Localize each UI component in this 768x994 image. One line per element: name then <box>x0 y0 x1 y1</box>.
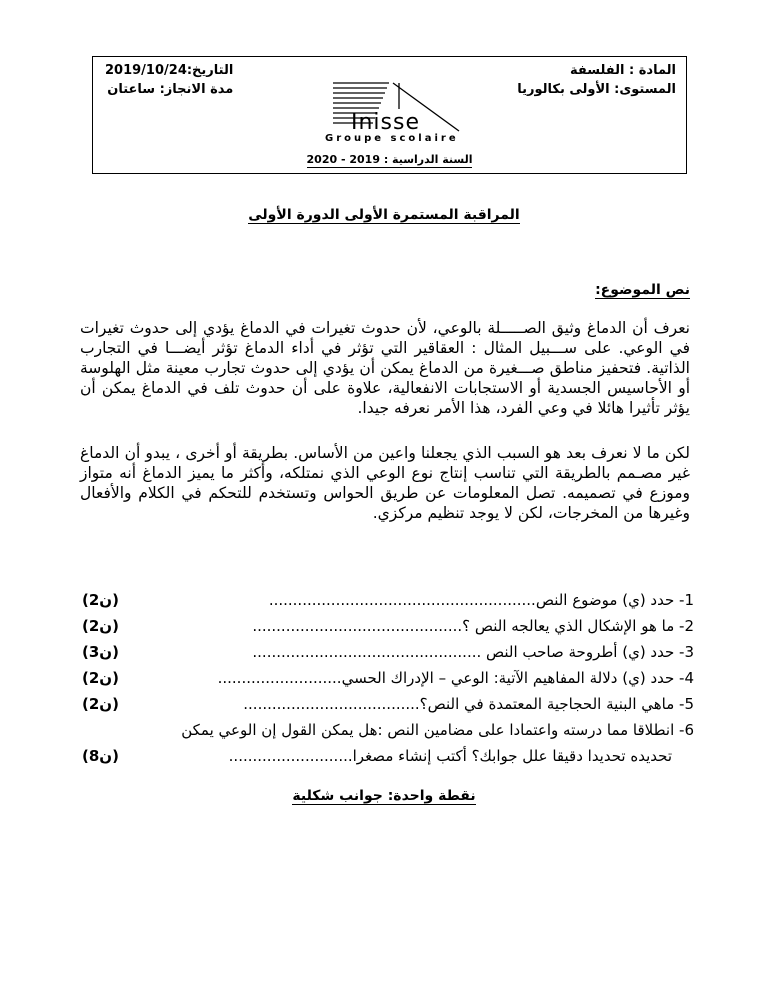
question-1: 1- حدد (ي) موضوع النص........................................................ (2ن) <box>82 587 694 613</box>
question-points: (2ن) <box>82 695 119 713</box>
subject-label: المادة : الفلسفة <box>570 63 676 78</box>
question-6-continued: تحديده تحديدا دقيقا علل جوابك؟ أكتب إنشاء مصغرا.......................... (8ن) <box>82 743 694 769</box>
school-year: السنة الدراسية : 2019 - 2020 <box>306 153 473 166</box>
question-points: (2ن) <box>82 591 119 609</box>
header-right-block <box>517 61 676 99</box>
date-label: التاريخ:2019/10/24 <box>105 63 234 78</box>
text-heading: نص الموضوع: <box>595 282 690 298</box>
question-6: 6- انطلاقا مما درسته واعتمادا على مضامين النص :هل يمكن القول إن الوعي يمكن <box>181 721 694 739</box>
question-points: (2ن) <box>82 669 119 687</box>
header-left-block <box>105 61 233 99</box>
question-3: 3- حدد (ي) أطروحة صاحب النص ................................................ (3ن) <box>82 639 694 665</box>
question-points: (2ن) <box>82 617 119 635</box>
question-5: 5- ماهي البنية الحجاجية المعتمدة في النص؟..................................... (2ن) <box>82 691 694 717</box>
form-points-note: نقطة واحدة: جوانب شكلية <box>292 788 476 804</box>
header-box <box>92 56 687 174</box>
question-points: (3ن) <box>82 643 119 661</box>
question-4: 4- حدد (ي) دلالة المفاهيم الآتية: الوعي – الإدراك الحسي.......................... (2ن) <box>82 665 694 691</box>
logo-name: Inisse <box>351 110 421 135</box>
paragraph-1: نعرف أن الدماغ وثيق الصـــــلة بالوعي، لأن حدوث تغيرات في الدماغ يؤدي إلى حدوث تغيرات في الوعي. على ســـبيل المثال : العقاقير التي تؤثر في أداء الدماغ تؤثر أيضـــا في التجارب الذاتية. فتحفيز مناطق صـــغيرة من الدماغ يمكن أن يؤدي إلى حدوث تجارب معينة مثل الهلوسة أو الأحاسيس الجسدية أو الاستجابات الانفعالية، علاوة على أن حدوث تلف في الدماغ يمكن أن يؤثر تأثيرا هائلا في وعي الفرد، هذا الأمر نعرفه جيدا. <box>80 319 690 417</box>
question-points: (8ن) <box>82 747 119 765</box>
level-label: المستوى: الأولى بكالوريا <box>517 82 676 97</box>
questions-list <box>82 587 694 769</box>
question-2: 2- ما هو الإشكال الذي يعالجه النص ؟............................................ (2ن) <box>82 613 694 639</box>
paragraph-2: لكن ما لا نعرف بعد هو السبب الذي يجعلنا واعين من الأساس. بطريقة أو أخرى ، يبدو أن الدماغ غير مصـمم بالطريقة التي تناسب إنتاج نوع الوعي الذي نمتلكه، وأكثر ما يميز الدماغ أنه متواز وموزع في تصميمه. تصل المعلومات عن طريق الحواس وتستخدم للتحكم في الكلام والأفعال وغيرها من المخرجات، لكن لا يوجد تنظيم مركزي. <box>80 444 690 522</box>
duration-label: مدة الانجاز: ساعتان <box>107 82 234 97</box>
logo-subtitle: Groupe scolaire <box>325 133 459 144</box>
exam-title: المراقبة المستمرة الأولى الدورة الأولى <box>248 207 520 223</box>
